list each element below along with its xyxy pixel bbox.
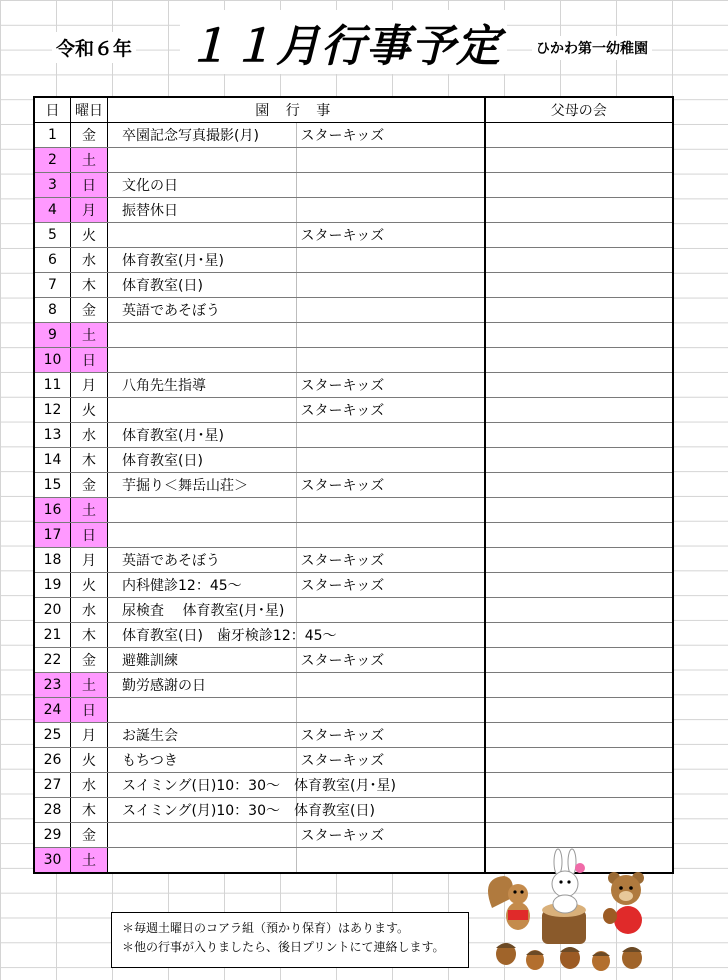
- event-cell: もちつき: [108, 748, 297, 773]
- weekday-cell: 日: [71, 523, 108, 548]
- event-cell: [108, 848, 297, 874]
- parents-cell: [485, 823, 674, 848]
- bear-icon: [603, 872, 644, 934]
- event-cell: 文化の日: [108, 173, 297, 198]
- weekday-cell: 月: [71, 723, 108, 748]
- weekday-cell: 木: [71, 623, 108, 648]
- weekday-cell: 金: [71, 123, 108, 148]
- weekday-cell: 木: [71, 798, 108, 823]
- day-cell: 9: [34, 323, 71, 348]
- day-cell: 25: [34, 723, 71, 748]
- event-cell: [108, 323, 297, 348]
- table-row: [34, 248, 673, 273]
- weekday-cell: 金: [71, 648, 108, 673]
- event-cell: [108, 148, 297, 173]
- weekday-cell: 木: [71, 448, 108, 473]
- parents-cell: [485, 148, 674, 173]
- event-cell: 体育教室(日) 歯牙検診12：45～: [108, 623, 297, 648]
- weekday-cell: 火: [71, 398, 108, 423]
- parents-cell: [485, 698, 674, 723]
- parents-cell: [485, 373, 674, 398]
- table-row: [34, 823, 673, 848]
- parents-cell: [485, 473, 674, 498]
- day-cell: 7: [34, 273, 71, 298]
- starkids-cell: [296, 523, 485, 548]
- day-cell: 22: [34, 648, 71, 673]
- parents-cell: [485, 423, 674, 448]
- parents-cell: [485, 123, 674, 148]
- parents-cell: [485, 748, 674, 773]
- day-cell: 14: [34, 448, 71, 473]
- day-cell: 12: [34, 398, 71, 423]
- day-cell: 1: [34, 123, 71, 148]
- parents-cell: [485, 223, 674, 248]
- note-line: ＊毎週土曜日のコアラ組（預かり保育）はあります。: [122, 921, 410, 935]
- day-cell: 11: [34, 373, 71, 398]
- starkids-cell: スターキッズ: [296, 573, 485, 598]
- day-cell: 17: [34, 523, 71, 548]
- event-cell: 体育教室(月･星): [108, 248, 297, 273]
- starkids-cell: スターキッズ: [296, 548, 485, 573]
- event-cell: 芋掘り＜舞岳山荘＞: [108, 473, 297, 498]
- weekday-cell: 水: [71, 773, 108, 798]
- animals-illustration: [482, 848, 662, 972]
- event-cell: [108, 698, 297, 723]
- event-cell: 勤労感謝の日: [108, 673, 297, 698]
- weekday-cell: 日: [71, 173, 108, 198]
- starkids-cell: [296, 673, 485, 698]
- event-cell: 内科健診12：45～: [108, 573, 297, 598]
- day-cell: 18: [34, 548, 71, 573]
- weekday-cell: 土: [71, 498, 108, 523]
- column-header-parents: 父母の会: [485, 97, 674, 123]
- table-row: [34, 798, 673, 823]
- weekday-cell: 月: [71, 198, 108, 223]
- event-cell: 英語であそぼう: [108, 298, 297, 323]
- notes-box: [111, 912, 469, 968]
- weekday-cell: 金: [71, 473, 108, 498]
- parents-cell: [485, 323, 674, 348]
- table-header-row: [34, 97, 673, 123]
- weekday-cell: 火: [71, 223, 108, 248]
- column-header-weekday: 曜日: [71, 97, 108, 123]
- event-cell: [108, 348, 297, 373]
- day-cell: 30: [34, 848, 71, 874]
- weekday-cell: 日: [71, 348, 108, 373]
- starkids-cell: [296, 323, 485, 348]
- table-row: [34, 698, 673, 723]
- starkids-cell: スターキッズ: [296, 823, 485, 848]
- starkids-cell: [296, 248, 485, 273]
- table-row: [34, 523, 673, 548]
- table-row: [34, 373, 673, 398]
- event-cell: 体育教室(日): [108, 448, 297, 473]
- table-row: [34, 348, 673, 373]
- starkids-cell: [296, 698, 485, 723]
- table-row: [34, 198, 673, 223]
- table-row: [34, 673, 673, 698]
- event-cell: 避難訓練: [108, 648, 297, 673]
- starkids-cell: スターキッズ: [296, 398, 485, 423]
- parents-cell: [485, 798, 674, 823]
- day-cell: 21: [34, 623, 71, 648]
- acorn-icon: [496, 943, 642, 971]
- table-row: [34, 123, 673, 148]
- day-cell: 8: [34, 298, 71, 323]
- starkids-cell: [296, 198, 485, 223]
- parents-cell: [485, 398, 674, 423]
- table-row: [34, 573, 673, 598]
- parents-cell: [485, 298, 674, 323]
- event-cell: [108, 398, 297, 423]
- day-cell: 3: [34, 173, 71, 198]
- event-cell: 振替休日: [108, 198, 297, 223]
- table-row: [34, 423, 673, 448]
- parents-cell: [485, 673, 674, 698]
- event-cell: スイミング(月)10：30～ 体育教室(日): [108, 798, 297, 823]
- day-cell: 29: [34, 823, 71, 848]
- parents-cell: [485, 198, 674, 223]
- column-header-events: 園 行 事: [108, 97, 485, 123]
- event-cell: [108, 823, 297, 848]
- parents-cell: [485, 598, 674, 623]
- table-row: [34, 273, 673, 298]
- weekday-cell: 金: [71, 823, 108, 848]
- weekday-cell: 土: [71, 148, 108, 173]
- note-line: ＊他の行事が入りましたら、後日プリントにて連絡します。: [122, 940, 445, 954]
- event-cell: [108, 223, 297, 248]
- weekday-cell: 土: [71, 848, 108, 874]
- parents-cell: [485, 248, 674, 273]
- starkids-cell: [296, 148, 485, 173]
- day-cell: 19: [34, 573, 71, 598]
- era-label: 令和６年: [52, 32, 136, 63]
- starkids-cell: スターキッズ: [296, 723, 485, 748]
- table-row: [34, 623, 673, 648]
- event-cell: 英語であそぼう: [108, 548, 297, 573]
- table-row: [34, 473, 673, 498]
- weekday-cell: 金: [71, 298, 108, 323]
- schedule-table: [33, 96, 674, 874]
- weekday-cell: 土: [71, 673, 108, 698]
- starkids-cell: スターキッズ: [296, 123, 485, 148]
- event-cell: [108, 523, 297, 548]
- table-row: [34, 448, 673, 473]
- table-row: [34, 548, 673, 573]
- event-cell: 体育教室(月･星): [108, 423, 297, 448]
- weekday-cell: 月: [71, 548, 108, 573]
- starkids-cell: スターキッズ: [296, 473, 485, 498]
- day-cell: 20: [34, 598, 71, 623]
- weekday-cell: 月: [71, 373, 108, 398]
- parents-cell: [485, 573, 674, 598]
- table-row: [34, 223, 673, 248]
- day-cell: 5: [34, 223, 71, 248]
- school-name: ひかわ第一幼稚園: [532, 36, 652, 60]
- parents-cell: [485, 173, 674, 198]
- squirrel-icon: [488, 876, 530, 930]
- table-row: [34, 723, 673, 748]
- starkids-cell: [296, 848, 485, 874]
- day-cell: 6: [34, 248, 71, 273]
- day-cell: 24: [34, 698, 71, 723]
- parents-cell: [485, 523, 674, 548]
- event-cell: 八角先生指導: [108, 373, 297, 398]
- starkids-cell: スターキッズ: [296, 373, 485, 398]
- parents-cell: [485, 623, 674, 648]
- day-cell: 4: [34, 198, 71, 223]
- table-row: [34, 598, 673, 623]
- parents-cell: [485, 448, 674, 473]
- table-row: [34, 748, 673, 773]
- day-cell: 23: [34, 673, 71, 698]
- starkids-cell: [296, 273, 485, 298]
- weekday-cell: 水: [71, 248, 108, 273]
- starkids-cell: [296, 173, 485, 198]
- day-cell: 26: [34, 748, 71, 773]
- table-row: [34, 773, 673, 798]
- starkids-cell: スターキッズ: [296, 223, 485, 248]
- table-row: [34, 148, 673, 173]
- column-header-day: 日: [34, 97, 71, 123]
- starkids-cell: スターキッズ: [296, 648, 485, 673]
- day-cell: 16: [34, 498, 71, 523]
- weekday-cell: 木: [71, 273, 108, 298]
- starkids-cell: [296, 598, 485, 623]
- day-cell: 28: [34, 798, 71, 823]
- event-cell: 尿検査 体育教室(月･星): [108, 598, 297, 623]
- parents-cell: [485, 723, 674, 748]
- weekday-cell: 土: [71, 323, 108, 348]
- parents-cell: [485, 648, 674, 673]
- starkids-cell: [296, 423, 485, 448]
- day-cell: 27: [34, 773, 71, 798]
- event-cell: お誕生会: [108, 723, 297, 748]
- page-title: １１月行事予定: [180, 10, 507, 74]
- parents-cell: [485, 548, 674, 573]
- table-row: [34, 298, 673, 323]
- parents-cell: [485, 273, 674, 298]
- event-cell: 卒園記念写真撮影(月): [108, 123, 297, 148]
- starkids-cell: [296, 348, 485, 373]
- event-cell: [108, 498, 297, 523]
- starkids-cell: [296, 448, 485, 473]
- starkids-cell: スターキッズ: [296, 748, 485, 773]
- parents-cell: [485, 348, 674, 373]
- weekday-cell: 水: [71, 598, 108, 623]
- table-row: [34, 323, 673, 348]
- starkids-cell: [296, 498, 485, 523]
- day-cell: 13: [34, 423, 71, 448]
- day-cell: 10: [34, 348, 71, 373]
- weekday-cell: 日: [71, 698, 108, 723]
- parents-cell: [485, 498, 674, 523]
- table-row: [34, 398, 673, 423]
- table-row: [34, 498, 673, 523]
- day-cell: 2: [34, 148, 71, 173]
- table-row: [34, 648, 673, 673]
- table-row: [34, 173, 673, 198]
- weekday-cell: 水: [71, 423, 108, 448]
- starkids-cell: [296, 298, 485, 323]
- rabbit-icon: [552, 849, 585, 913]
- weekday-cell: 火: [71, 573, 108, 598]
- event-cell: 体育教室(日): [108, 273, 297, 298]
- day-cell: 15: [34, 473, 71, 498]
- event-cell: スイミング(日)10：30～ 体育教室(月･星): [108, 773, 297, 798]
- weekday-cell: 火: [71, 748, 108, 773]
- parents-cell: [485, 773, 674, 798]
